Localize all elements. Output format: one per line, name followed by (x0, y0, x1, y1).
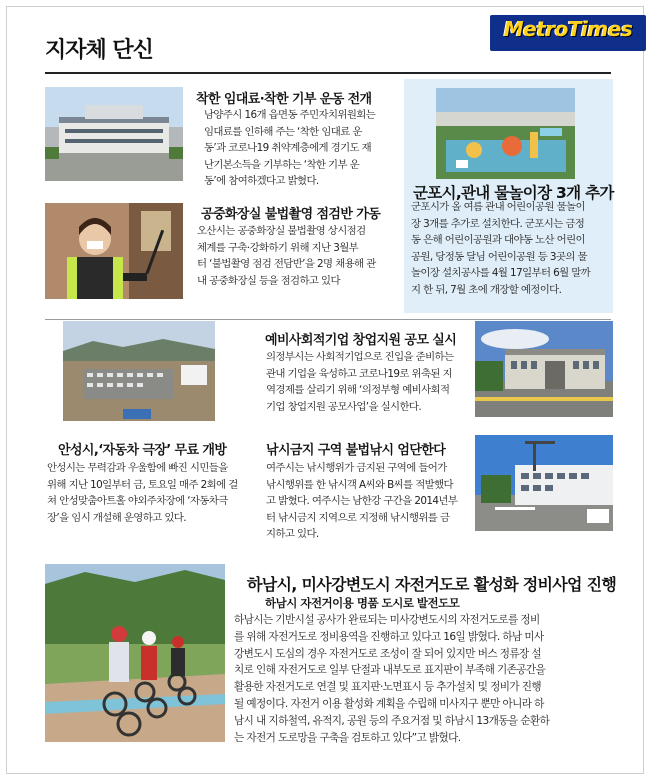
uijeongbu-hall-photo (475, 321, 613, 417)
text-line: 고 밝혔다. 여주시는 남한강 구간을 2014년부 (266, 495, 458, 508)
article-body-uijeongbu (266, 349, 453, 415)
article-title-uijeongbu: 예비사회적기업 창업지원 공모 실시 (265, 333, 457, 348)
article-title-namyangju: 착한 임대료·착한 기부 운동 전개 (196, 92, 372, 107)
text-line: 를 위해 자전거도로 정비용역을 진행하고 있다고 16일 밝혔다. 하남 미사 (234, 630, 544, 643)
header-rule (45, 72, 611, 74)
section-divider (45, 319, 611, 320)
text-line: 동’에 참여하겠다고 밝혔다. (204, 175, 319, 188)
text-line: 임대료를 인하해 주는 ‘착한 임대료 운 (204, 125, 362, 138)
city-hall-photo (45, 87, 183, 181)
text-line: 동’과 코로나19 취약계층에게 경기도 재 (204, 142, 372, 155)
text-line: 역경제를 살리기 위해 ‘의정부형 예비사회적 (266, 384, 450, 397)
section-title: 지자체 단신 (45, 38, 153, 63)
article-title-osan: 공중화장실 불법촬영 점검반 가동 (201, 207, 381, 222)
text-line: 오산시는 공중화장실 불법촬영 상시점검 (197, 225, 366, 237)
text-line: 될 예정이다. 자전거 이용 활성화 계획을 수립해 미사지구 뿐만 아니라 하 (234, 697, 544, 710)
yeoju-hall-photo (475, 435, 613, 531)
text-line: 남양주시 16개 읍면동 주민자치위원회는 (204, 109, 376, 121)
text-line: 지 한 뒤, 7월 초에 개장할 예정이다. (411, 283, 562, 296)
article-title-gunpo: 군포시,관내 물놀이장 3개 추가 (413, 184, 614, 202)
text-line: 터 낚시금지 지역으로 지정해 낚시행위를 금 (266, 511, 450, 524)
logo-text: MetroTimes (503, 17, 633, 41)
article-body-anseong (47, 460, 238, 526)
article-body-namyangju (204, 107, 375, 190)
text-line: 강변도시 도심의 경우 자전거도로 조성이 잘 되어 있지만 버스 정류장 설 (234, 647, 542, 660)
text-line: 여주시는 낚시행위가 금지된 구역에 들어가 (266, 462, 447, 474)
metrotimes-logo (490, 15, 646, 51)
text-line: 지하고 있다. (266, 528, 319, 541)
text-line: 는 자전거 도로망을 구축을 검토하고 있다”고 밝혔다. (234, 731, 461, 744)
text-line: 위해 지난 10일부터 금, 토요일 매주 2회에 걸 (47, 478, 238, 491)
text-line: 관내 기업을 육성하고 코로나19로 위축된 지 (266, 367, 452, 380)
article-title-anseong: 안성시,‘자동차 극장’ 무료 개방 (58, 443, 227, 458)
article-body-hanam (234, 612, 549, 746)
text-line: 체계를 구축·강화하기 위해 지난 3월부 (197, 241, 359, 254)
text-line: 놀이장 설치공사를 4월 17일부터 6월 말까 (411, 267, 591, 280)
text-line: 남시 내 지하철역, 유적지, 공원 등의 주요거점 및 하남시 13개동을 순환하 (234, 714, 550, 727)
inspector-photo (45, 203, 183, 299)
text-line: 내 공중화장실 등을 점검하고 있다 (197, 274, 340, 287)
text-line: 기업 창업지원 공모사업’을 실시한다. (266, 400, 422, 413)
news-page (6, 6, 644, 774)
text-line: 쳐 안성맞춤아트홀 야외주차장에 ‘자동차극 (47, 495, 228, 508)
text-line: 군포시가 올 여름 관내 어린이공원 물놀이 (411, 201, 585, 213)
article-title-yeoju: 낚시금지 구역 불법낚시 엄단한다 (266, 443, 446, 458)
article-body-yeoju (266, 460, 457, 543)
text-line: 동 은해 어린이공원과 대야동 노산 어린이 (411, 234, 585, 247)
article-subtitle-hanam: 하남시 자전거이용 명품 도시로 발전도모 (265, 596, 460, 610)
text-line: 터 ‘불법촬영 점검 전담반’을 2명 채용해 관 (197, 258, 376, 271)
text-line: 하남시는 기반시설 공사가 완료되는 미사강변도시의 자전거도로를 정비 (234, 614, 540, 626)
text-line: 활용한 자전거도로 연결 및 표지판·노면표시 등 추가설치 및 정비가 진행 (234, 681, 542, 694)
text-line: 치로 인해 자전거도로 일부 단절과 내부도로 표지판이 부족해 기존공간을 (234, 664, 546, 677)
article-body-osan (197, 223, 376, 289)
text-line: 공원, 당정동 달님 어린이공원 등 3곳의 물 (411, 250, 587, 263)
text-line: 낚시행위를 한 낚시객 A씨와 B씨를 적발했다 (266, 478, 453, 491)
article-body-gunpo (411, 199, 590, 299)
text-line: 장’을 임시 개설해 운영하고 있다. (47, 511, 186, 524)
drive-in-lot-photo (63, 321, 215, 421)
cyclists-photo (45, 564, 225, 742)
text-line: 장 3개를 추가로 설치한다. 군포시는 금정 (411, 217, 585, 230)
water-park-photo (436, 88, 575, 179)
article-title-hanam: 하남시, 미사강변도시 자전거도로 활성화 정비사업 진행 (247, 575, 617, 594)
text-line: 안성시는 무력감과 우울함에 빠진 시민들을 (47, 462, 228, 474)
text-line: 난기본소득을 기부하는 ‘착한 기부 운 (204, 158, 360, 171)
text-line: 의정부시는 사회적기업으로 진입을 준비하는 (266, 351, 454, 363)
